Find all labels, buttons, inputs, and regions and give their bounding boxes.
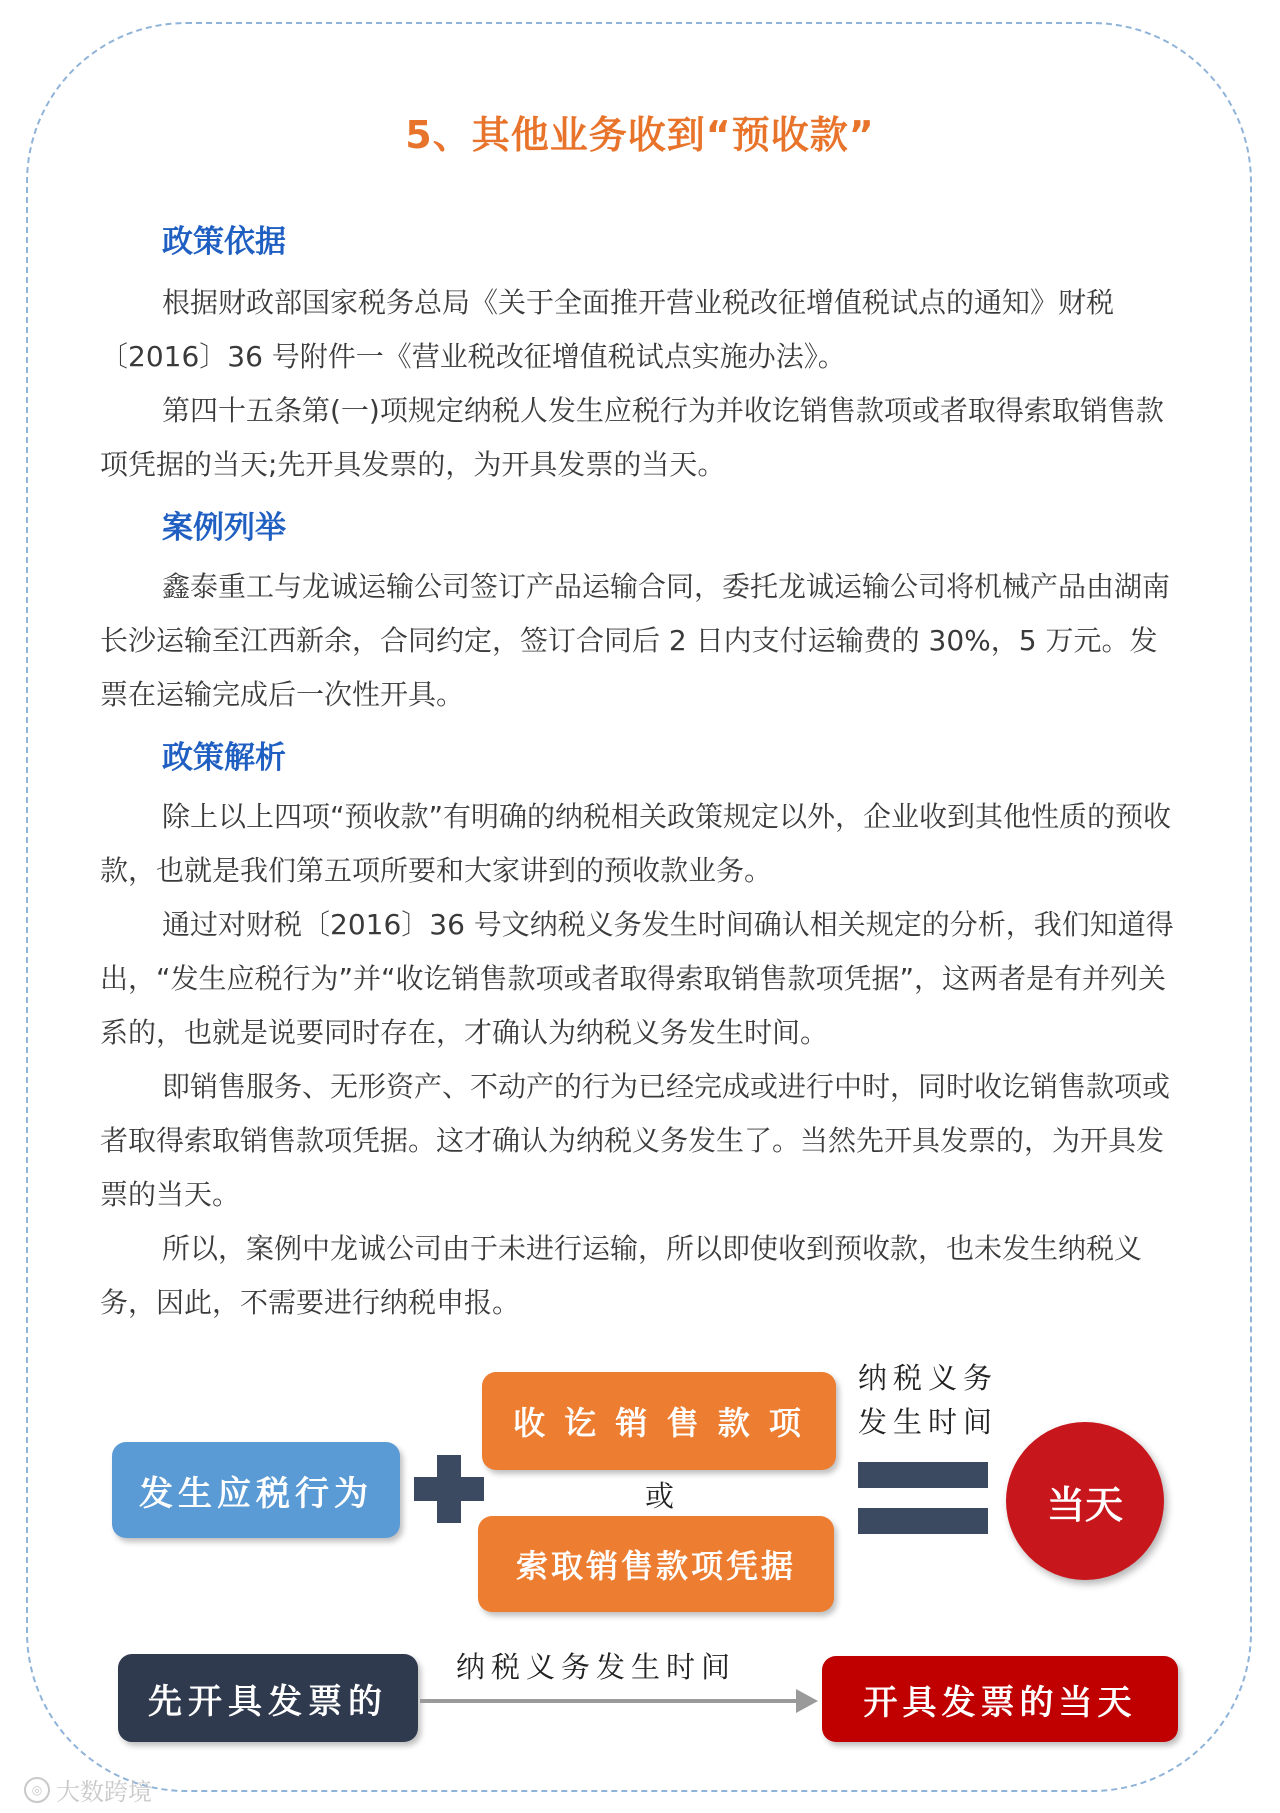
heading-policy-basis: 政策依据 (162, 224, 286, 260)
invoice-day-box: 开具发票的当天 (822, 1656, 1178, 1742)
result-circle: 当天 (1006, 1422, 1164, 1580)
arrow-line (420, 1699, 800, 1703)
logo-icon: ◎ (24, 1777, 50, 1803)
equals-icon-bottom (858, 1508, 988, 1534)
equals-icon-top (858, 1462, 988, 1488)
received-payment-box: 收 讫 销 售 款 项 (482, 1372, 836, 1470)
arrow-right-icon (796, 1689, 818, 1713)
payment-voucher-box: 索取销售款项凭据 (478, 1516, 834, 1612)
heading-case: 案例列举 (162, 510, 286, 546)
arrow-label: 纳税义务发生时间 (456, 1650, 737, 1684)
paragraph-analysis-1: 除上以上四项“预收款”有明确的纳税相关政策规定以外，企业收到其他性质的预收款，也就是我们第五项所要和大家讲到的预收款业务。 (100, 800, 1172, 887)
paragraph-case-1: 鑫泰重工与龙诚运输公司签订产品运输合同，委托龙诚运输公司将机械产品由湖南长沙运输至江西新余，合同约定，签订合同后 2 日内支付运输费的 30%，5 万元。发票在运输完成后一次性开具。 (100, 570, 1171, 711)
watermark (24, 1772, 152, 1807)
watermark-text: 大数跨境 (56, 1778, 152, 1806)
invoice-first-box: 先开具发票的 (118, 1654, 418, 1742)
obligation-label-line2: 发生时间 (858, 1405, 999, 1439)
taxable-act-box: 发生应税行为 (112, 1442, 400, 1538)
heading-analysis: 政策解析 (162, 740, 286, 776)
paragraph-basis-2: 第四十五条第(一)项规定纳税人发生应税行为并收讫销售款项或者取得索取销售款项凭据的当天;先开具发票的，为开具发票的当天。 (100, 394, 1164, 481)
paragraph-analysis-2: 通过对财税〔2016〕36 号文纳税义务发生时间确认相关规定的分析，我们知道得出，“发生应税行为”并“收讫销售款项或者取得索取销售款项凭据”，这两者是有并列关系的，也就是说要同时存在，才确认为纳税义务发生时间。 (100, 908, 1174, 1049)
plus-icon-vertical (437, 1455, 461, 1523)
paragraph-basis-1: 根据财政部国家税务总局《关于全面推开营业税改征增值税试点的通知》财税〔2016〕36 号附件一《营业税改征增值税试点实施办法》。 (100, 286, 1115, 373)
page-title: 5、其他业务收到“预收款” (405, 113, 875, 157)
paragraph-analysis-3: 即销售服务、无形资产、不动产的行为已经完成或进行中时，同时收讫销售款项或者取得索取销售款项凭据。这才确认为纳税义务发生了。当然先开具发票的，为开具发票的当天。 (100, 1070, 1171, 1211)
or-label: 或 (645, 1479, 675, 1513)
paragraph-analysis-4: 所以，案例中龙诚公司由于未进行运输，所以即使收到预收款，也未发生纳税义务，因此，不需要进行纳税申报。 (100, 1232, 1143, 1319)
obligation-label-line1: 纳税义务 (858, 1361, 999, 1395)
